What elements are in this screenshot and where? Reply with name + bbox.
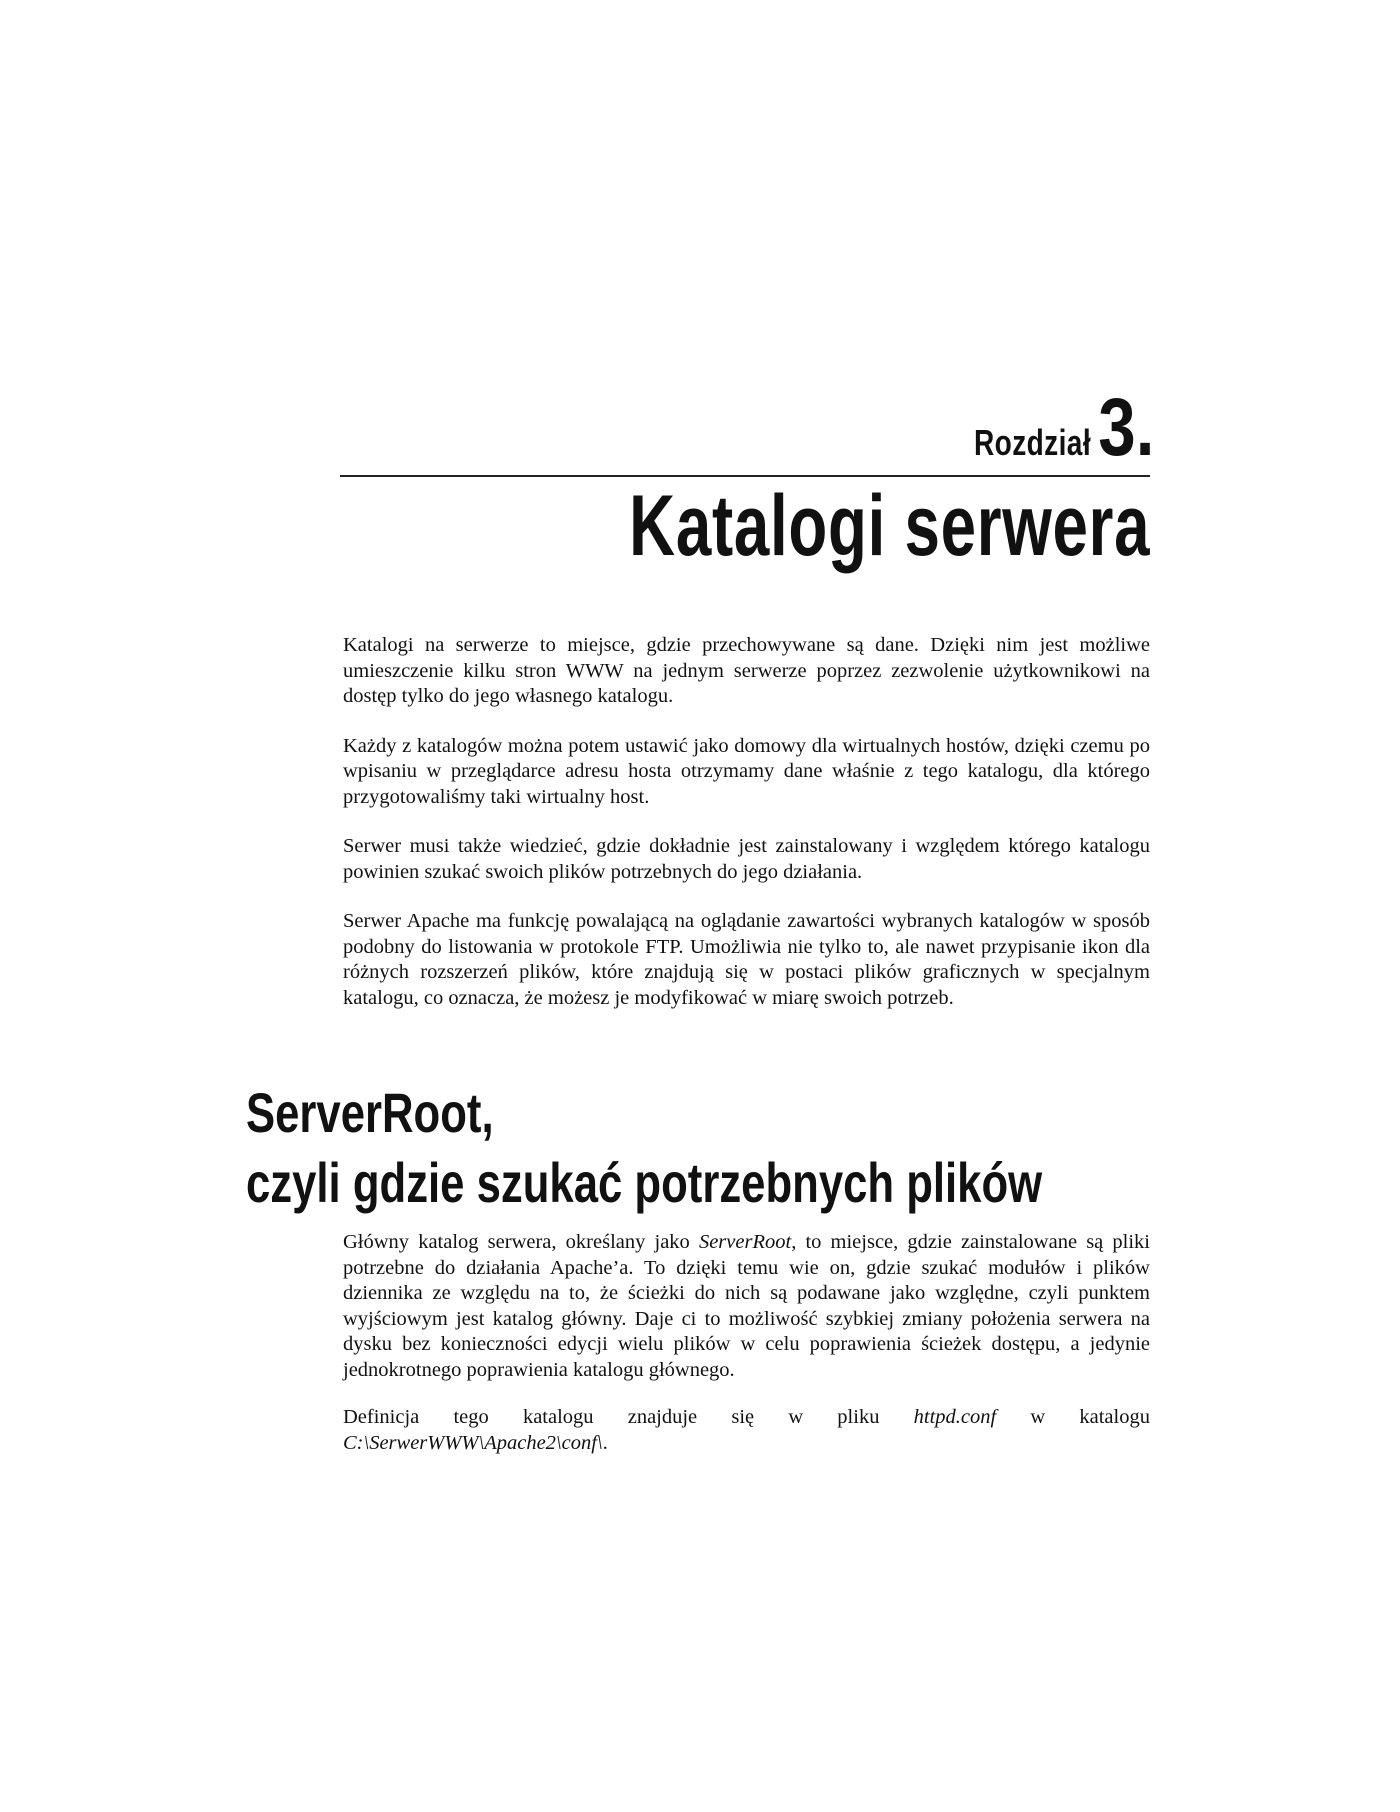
chapter-title [340,478,1150,574]
paragraph-text: Definicja tego katalogu znajduje się w pliku [343,1406,914,1428]
intro-paragraph: Serwer Apache ma funkcję powalającą na oglądanie zawartości wybranych katalogów w sposób podobny do listowania w protokole FTP. Umożliwia nie tylko to, ale nawet przypisanie ikon dla różnych rozszerzeń plików, które znajdują się w postaci plików graficznych w specjalnym katalogu, co oznacza, że możesz je modyfikować w miarę swoich potrzeb. [343,910,1150,1009]
intro-paragraph: Serwer musi także wiedzieć, gdzie dokładnie jest zainstalowany i względem którego katalogu powinien szukać swoich plików potrzebnych do jego działania. [343,835,1150,883]
intro-paragraph: Katalogi na serwerze to miejsce, gdzie przechowywane są dane. Dzięki nim jest możliwe umieszczenie kilku stron WWW na jednym serwerze poprzez zezwolenie użytkownikowi na dostęp tylko do jego własnego katalogu. [343,634,1150,707]
config-directory-path: C:\SerwerWWW\Apache2\conf\ [343,1431,603,1454]
section-heading [246,1078,1246,1218]
section-body [343,1230,1150,1478]
chapter-label: Rozdział [974,421,1092,463]
intro-paragraph: Każdy z katalogów można potem ustawić jako domowy dla wirtualnych hostów, dzięki czemu po wpisaniu w przeglądarce adresu hosta otrzymamy dane właśnie z tego katalogu, dla którego przygotowaliśmy taki wirtualny host. [343,734,1150,808]
term-serverroot: ServerRoot [698,1231,792,1253]
config-file-name: httpd.conf [913,1406,997,1428]
paragraph-text: , to miejsce, gdzie zainstalowane są pliki potrzebne do działania Apache’a. To dzięki temu wie on, gdzie szukać modułów i plików dziennika ze względu na to, że ścieżki do nich są podawane jako względne, czyli punktem wyjściowym jest katalog główny. Daje ci to możliwość szybkiej zmiany położenia serwera na dysku bez konieczności edycji wielu plików w celu poprawienia ścieżek dostępu, a jedynie jednokrotnego poprawienia katalogu głównego. [343,1231,1150,1381]
section-heading-line-2: czyli gdzie szukać potrzebnych plików [246,1151,1043,1214]
chapter-number: 3. [1097,382,1154,473]
chapter-header [340,382,1154,574]
paragraph-text: Główny katalog serwera, określany jako [343,1231,699,1253]
paragraph-text: . [602,1431,608,1454]
section-paragraph [343,1230,1150,1383]
chapter-title-text: Katalogi serwera [628,478,1150,574]
section-heading-line-1: ServerRoot, [246,1081,494,1144]
paragraph-text: w katalogu [996,1406,1150,1428]
chapter-divider [340,475,1150,477]
intro-text [343,633,1150,1035]
chapter-label-row [340,382,1154,473]
section-paragraph [343,1405,1150,1456]
